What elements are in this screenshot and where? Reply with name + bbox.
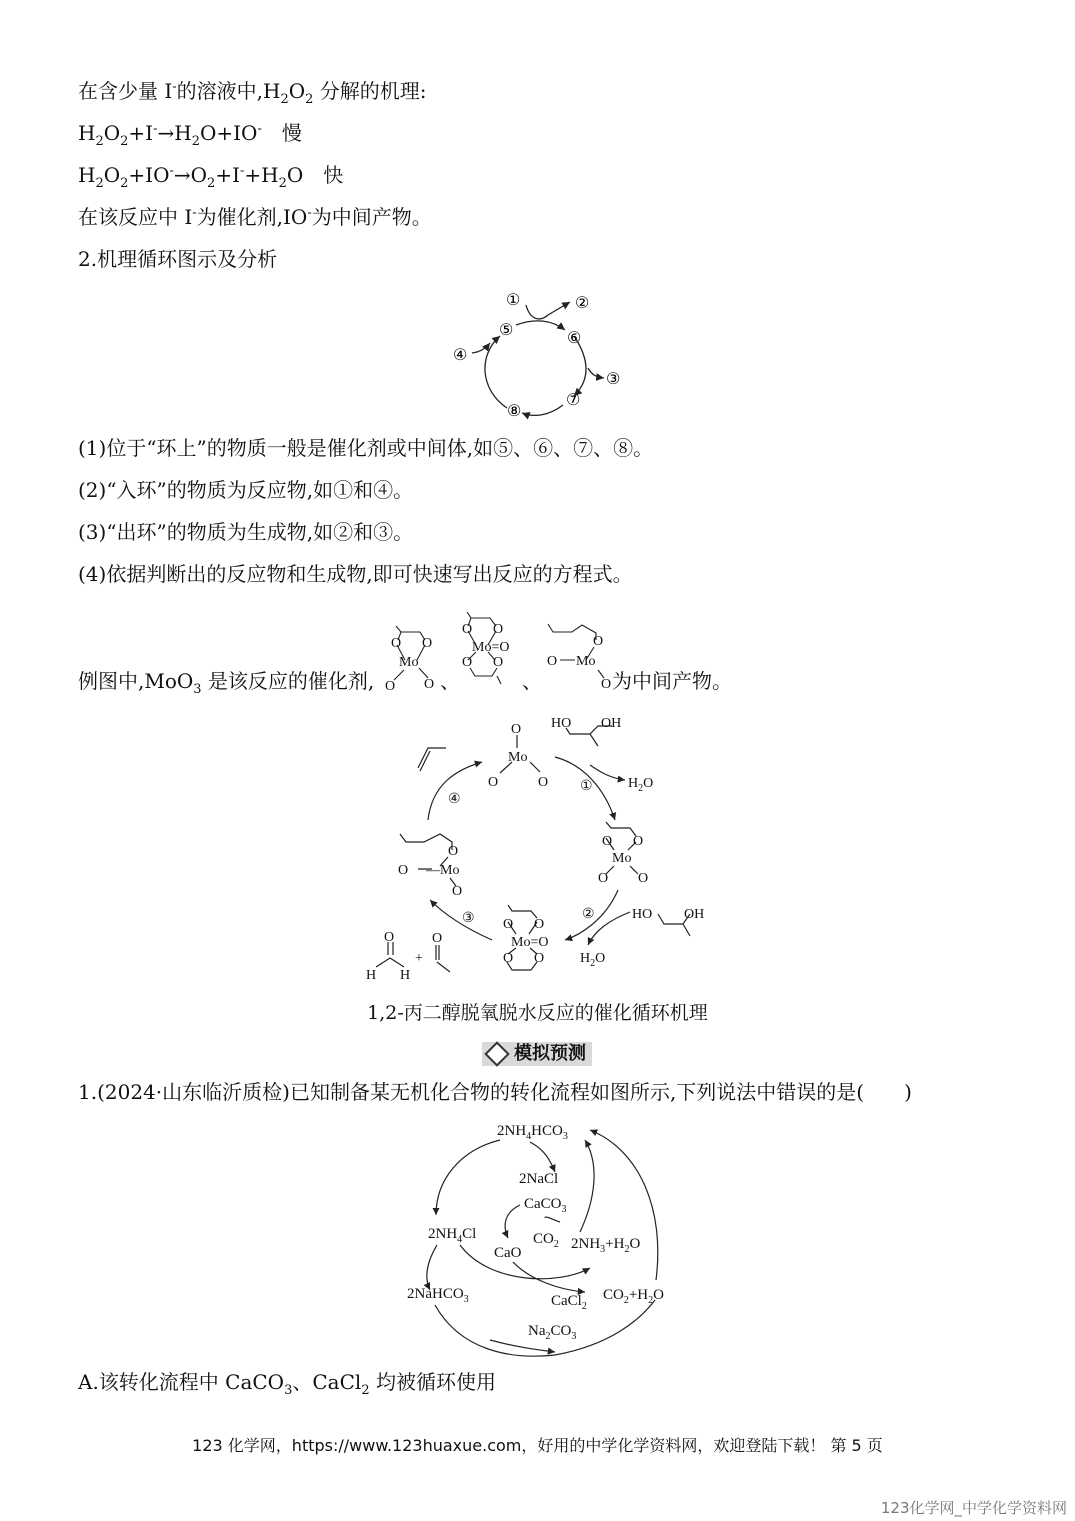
svg-text:O: O (601, 677, 612, 692)
svg-text:O: O (462, 622, 473, 637)
mo-step-1: ① (580, 779, 593, 794)
mo-cycle-caption: 1,2-丙二醇脱氧脱水反应的催化循环机理 (367, 1002, 708, 1024)
intro-line-1: 在含少量 I-的溶液中$,H_2O_2$ 分解的机理: (78, 79, 427, 107)
cycle-label-6: ⑥ (567, 330, 582, 347)
svg-text:O: O (547, 654, 558, 669)
svg-text:O: O (633, 834, 644, 849)
svg-text:O: O (638, 871, 649, 886)
mo-step-3: ③ (462, 911, 475, 926)
svg-text:2NH3+H2O: $2NH_3+H_2O$ (571, 1236, 641, 1255)
svg-text:Mo: Mo (576, 654, 596, 669)
svg-text:2NaHCO3: 2NaHCO$_3$ (407, 1286, 469, 1305)
svg-text:OH: OH (601, 716, 622, 731)
svg-text:O: O (448, 844, 459, 859)
svg-text:O: O (385, 679, 396, 694)
analysis-2: (2)“入环”的物质为反应物,如①和④。 (78, 478, 414, 502)
svg-text:O: O (593, 634, 604, 649)
svg-text:2NH4Cl: $2NH_4Cl$ (428, 1226, 477, 1245)
svg-text:O: O (391, 636, 402, 651)
analysis-3: (3)“出环”的物质为生成物,如②和③。 (78, 520, 414, 544)
mo-catalytic-cycle (350, 710, 730, 995)
svg-text:O: O (462, 655, 473, 670)
svg-text:Na2CO3: $Na_2CO_3$ (528, 1323, 577, 1342)
cycle-label-8: ⑧ (507, 403, 522, 420)
generic-cycle-diagram (440, 285, 640, 425)
equation-fast: $H_2O_2+IO^-\to O_2+I^-+H_2O$ 快 (78, 163, 344, 191)
svg-text:Mo: Mo (612, 851, 632, 866)
svg-text:O: O (422, 636, 433, 651)
svg-text:OH: OH (684, 907, 705, 922)
cycle-label-1: ① (506, 292, 521, 309)
svg-text:CO2: $CO_2$ (533, 1231, 559, 1250)
svg-text:HO: HO (551, 716, 572, 731)
watermark: 123化学网_中学化学资料网 (880, 1499, 1067, 1517)
svg-text:O: O (493, 655, 504, 670)
svg-text:2NH4HCO3: $2NH_4HCO_3$ (497, 1123, 568, 1142)
cycle-label-7: ⑦ (566, 392, 581, 409)
mo-step-2: ② (582, 907, 595, 922)
cycle-label-2: ② (575, 295, 590, 312)
svg-text:O: O (511, 722, 522, 737)
svg-text:O: O (602, 834, 613, 849)
svg-text:CaO: CaO (494, 1245, 522, 1261)
svg-text:HO: HO (632, 907, 653, 922)
cycle-label-3: ③ (606, 371, 621, 388)
diamond-icon (484, 1041, 509, 1066)
svg-text:H: H (366, 968, 377, 983)
svg-text:O: O (534, 951, 545, 966)
svg-text:O: O (503, 917, 514, 932)
svg-text:H2O: $H_2O$ (628, 776, 654, 794)
svg-text:+: + (415, 951, 423, 966)
svg-text:H: H (400, 968, 411, 983)
svg-text:O: O (398, 863, 409, 878)
svg-text:CaCl2: CaCl$_2$ (551, 1293, 587, 1312)
section-badge: 模拟预测 (482, 1042, 592, 1066)
equation-slow: $H_2O_2+I^-\to H_2O+IO^-$ 慢 (78, 121, 302, 149)
cycle-label-5: ⑤ (499, 322, 514, 339)
svg-text:—Mo: —Mo (426, 863, 460, 878)
svg-text:O: O (384, 930, 395, 945)
svg-text:2NaCl: 2NaCl (519, 1171, 559, 1187)
catalyst-note: 在该反应中 I-为催化剂,IO-为中间产物。 (78, 205, 432, 229)
svg-text:O: O (424, 677, 435, 692)
question-1-text: 1.(2024·山东临沂质检)已知制备某无机化合物的转化流程如图所示,下列说法中错误的是( ) (78, 1080, 912, 1104)
svg-text:O: O (503, 951, 514, 966)
svg-text:O: O (598, 871, 609, 886)
example-separator-2: 、 (522, 669, 542, 693)
page-footer: 123 化学网，https://www.123huaxue.com，好用的中学化学资料网，欢迎登陆下载！ 第 5 页 (192, 1436, 883, 1455)
cycle-label-4: ④ (453, 347, 468, 364)
analysis-4: (4)依据判断出的反应物和生成物,即可快速写出反应的方程式。 (78, 562, 633, 586)
option-a: A.该转化流程中 CaCO$_3$、CaCl$_2$ 均被循环使用 (78, 1370, 496, 1398)
svg-text:O: O (488, 775, 499, 790)
svg-text:CO2+H2O: $CO_2+H_2O$ (603, 1287, 664, 1306)
svg-text:O: O (452, 884, 463, 899)
svg-text:O: O (432, 931, 443, 946)
example-separator-1: 、 (440, 669, 460, 693)
svg-text:H2O: $H_2O$ (580, 951, 606, 969)
svg-text:Mo: Mo (399, 655, 419, 670)
svg-text:O: O (538, 775, 549, 790)
example-line: 例图中,MoO$_3$ 是该反应的催化剂, (78, 669, 375, 697)
svg-text:O: O (534, 917, 545, 932)
example-tail: 为中间产物。 (612, 669, 732, 693)
analysis-1: (1)位于“环上”的物质一般是催化剂或中间体,如⑤、⑥、⑦、⑧。 (78, 436, 654, 460)
heading-mechanism-cycle: 2.机理循环图示及分析 (78, 247, 278, 271)
svg-text:Mo=O: Mo=O (511, 935, 549, 950)
svg-text:Mo=O: Mo=O (472, 640, 510, 655)
svg-text:CaCO3: CaCO$_3$ (524, 1196, 567, 1215)
svg-text:O: O (493, 622, 504, 637)
conversion-flow-diagram (395, 1115, 685, 1360)
mo-step-4: ④ (448, 792, 461, 807)
svg-text:Mo: Mo (508, 750, 528, 765)
intermediate-structures (380, 602, 620, 694)
